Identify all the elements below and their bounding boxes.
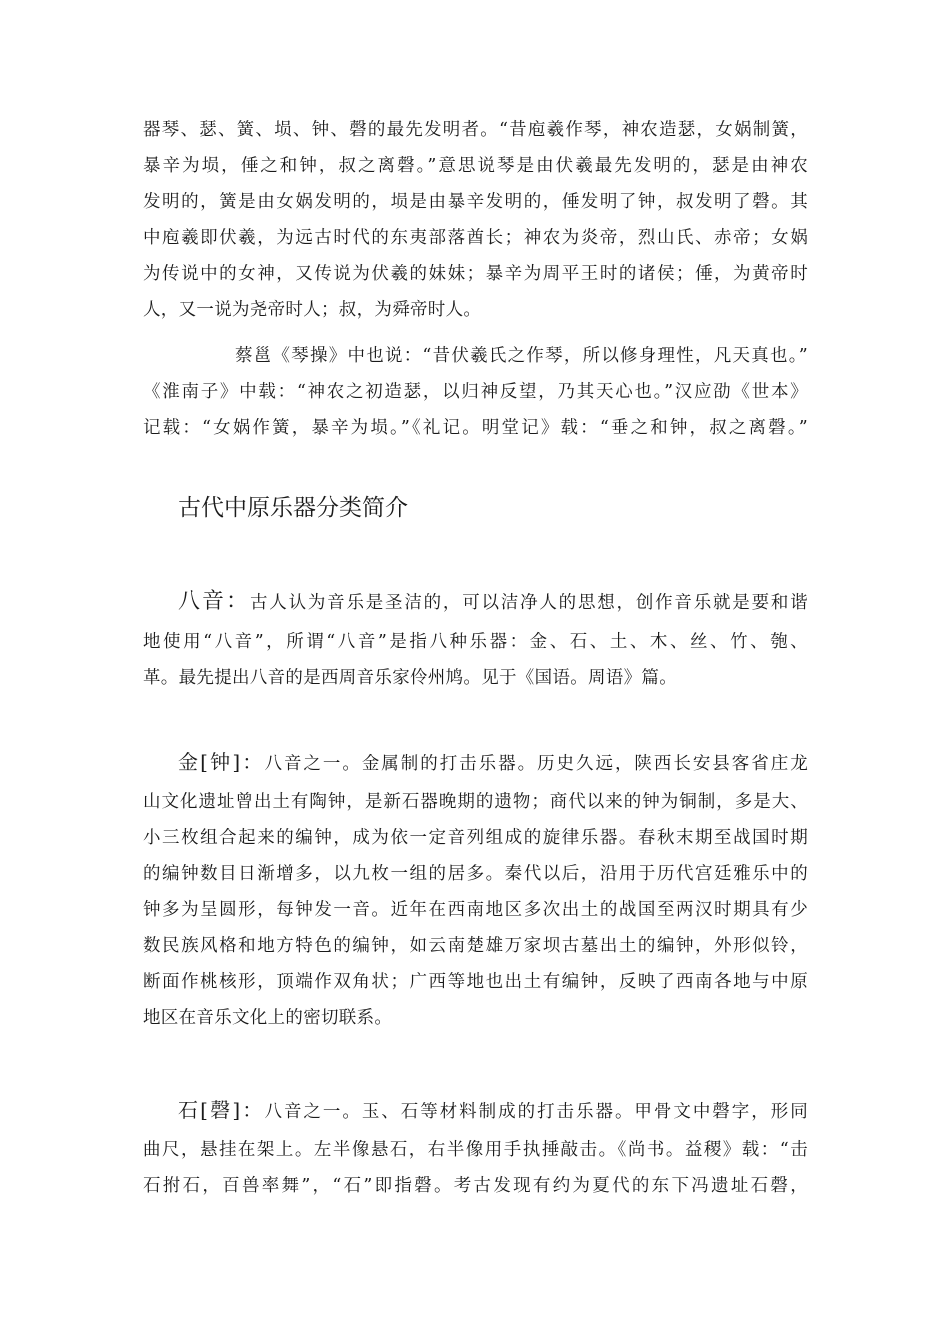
jin-first-line — [143, 740, 808, 784]
quotes-line: 《淮南子》中载：“神农之初造瑟，以归神反望，乃其天心也。”汉应劭《世本》 — [143, 382, 808, 402]
shi-first-line — [143, 1088, 808, 1132]
shi-term: 石[磬] — [178, 1098, 241, 1122]
jin-line: 山文化遗址曾出土有陶钟，是新石器晚期的遗物；商代以来的钟为铜制，多是大、 — [143, 792, 808, 812]
intro-line: 中庖羲即伏羲，为远古时代的东夷部落酋长；神农为炎帝，烈山氏、赤帝；女娲 — [143, 228, 808, 248]
shi-line: 曲尺，悬挂在架上。左半像悬石，右半像用手执捶敲击。《尚书。益稷》载：“击 — [143, 1140, 808, 1160]
jin-line: 断面作桃核形，顶端作双角状；广西等地也出土有编钟，反映了西南各地与中原 — [143, 972, 808, 992]
jin-line: 地区在音乐文化上的密切联系。 — [143, 1008, 393, 1028]
intro-line: 暴辛为埙，倕之和钟，叔之离磬。”意思说琴是由伏羲最先发明的，瑟是由神农 — [143, 156, 808, 176]
jin-line: 的编钟数目日渐增多，以九枚一组的居多。秦代以后，沿用于历代宫廷雅乐中的 — [143, 864, 808, 884]
shi-paragraph — [143, 1088, 808, 1204]
quotes-paragraph — [143, 338, 808, 446]
section-title: 古代中原乐器分类简介 — [178, 495, 408, 521]
jin-line: 八音之一。金属制的打击乐器。历史久远，陕西长安县客省庄龙 — [264, 754, 808, 774]
intro-line: 器琴、瑟、簧、埙、钟、磬的最先发明者。“昔庖羲作琴，神农造瑟，女娲制簧， — [143, 120, 808, 140]
shi-colon: ： — [240, 1098, 265, 1122]
bayin-line: 革。最先提出八音的是西周音乐家伶州鸠。见于《国语。周语》篇。 — [143, 668, 677, 688]
quotes-line: 蔡邕《琴操》中也说：“昔伏羲氏之作琴，所以修身理性，凡天真也。” — [235, 346, 808, 366]
intro-line: 发明的，簧是由女娲发明的，埙是由暴辛发明的，倕发明了钟，叔发明了磬。其 — [143, 192, 808, 212]
bayin-colon: ： — [226, 589, 250, 614]
jin-colon: ： — [240, 750, 265, 774]
intro-line: 人，又一说为尧帝时人；叔，为舜帝时人。 — [143, 300, 482, 320]
bayin-paragraph — [143, 580, 808, 696]
shi-line: 石拊石，百兽率舞”，“石”即指磬。考古发现有约为夏代的东下冯遗址石磬， — [143, 1176, 808, 1196]
bayin-line: 地使用“八音”，所谓“八音”是指八种乐器：金、石、土、木、丝、竹、匏、 — [143, 632, 808, 652]
bayin-line: 古人认为音乐是圣洁的，可以洁净人的思想，创作音乐就是要和谐 — [250, 593, 808, 613]
jin-term: 金[钟] — [178, 750, 241, 774]
quotes-line: 记载：“女娲作簧，暴辛为埙。”《礼记。明堂记》载：“垂之和钟，叔之离磬。” — [143, 418, 808, 438]
intro-line: 为传说中的女神，又传说为伏羲的妹妹；暴辛为周平王时的诸侯；倕，为黄帝时 — [143, 264, 808, 284]
bayin-term: 八音 — [178, 589, 226, 614]
shi-line: 八音之一。玉、石等材料制成的打击乐器。甲骨文中磬字，形同 — [264, 1102, 808, 1122]
bayin-first-line — [143, 580, 808, 624]
intro-paragraph — [143, 112, 808, 328]
jin-line: 钟多为呈圆形，每钟发一音。近年在西南地区多次出土的战国至两汉时期具有少 — [143, 900, 808, 920]
jin-paragraph — [143, 740, 808, 1036]
jin-line: 小三枚组合起来的编钟，成为依一定音列组成的旋律乐器。春秋末期至战国时期 — [143, 828, 808, 848]
jin-line: 数民族风格和地方特色的编钟，如云南楚雄万家坝古墓出土的编钟，外形似铃， — [143, 936, 808, 956]
